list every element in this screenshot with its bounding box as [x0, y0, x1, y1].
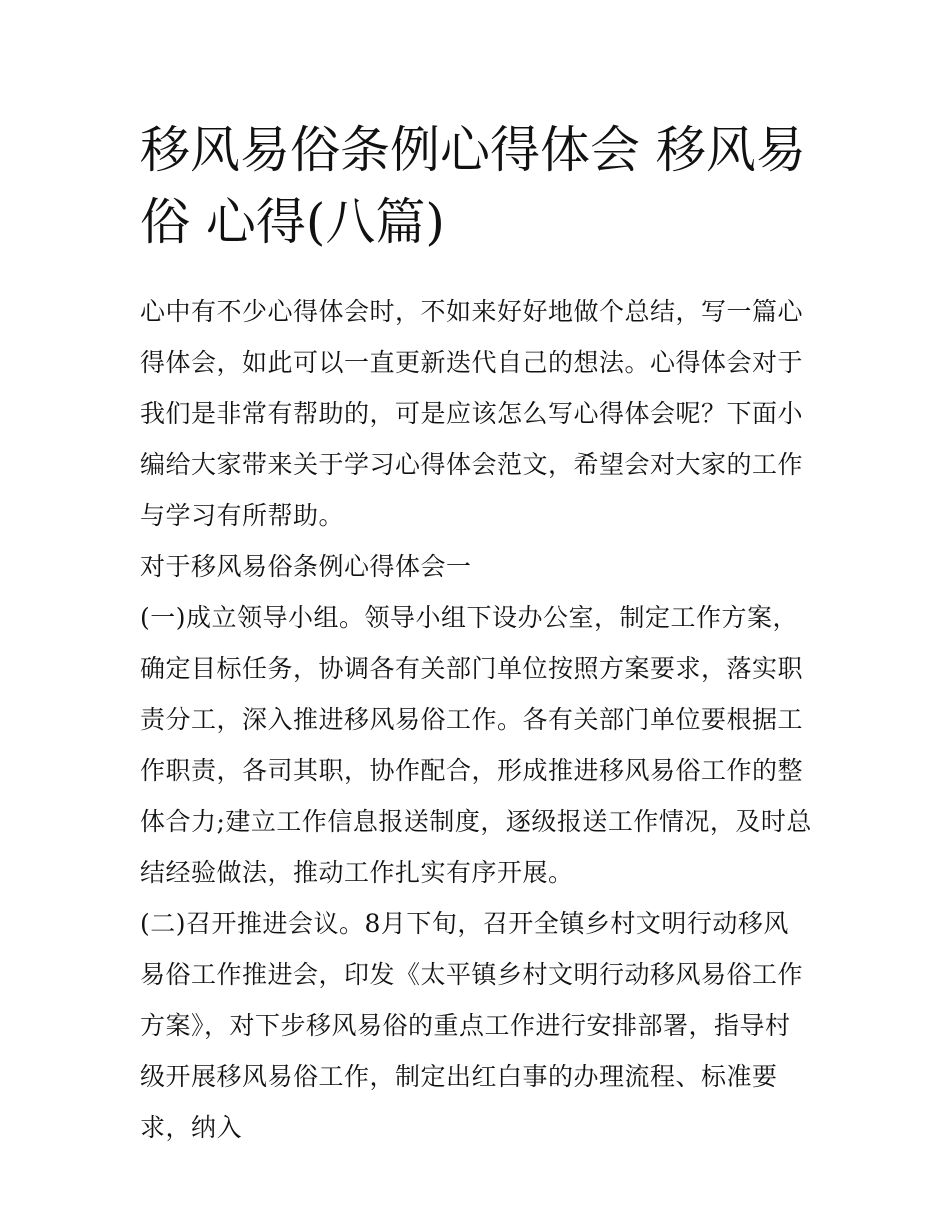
section-heading: 对于移风易俗条例心得体会一 [140, 552, 472, 581]
body-paragraph: (二)召开推进会议。8月下旬，召开全镇乡村文明行动移风易俗工作推进会，印发《太平镇乡村文明行动移风易俗工作方案》，对下步移风易俗的重点工作进行安排部署，指导村级开展移风易俗工作，制定出红白事的办理流程、标准要求，纳入 [140, 909, 804, 1142]
document-title: 移风易俗条例心得体会 移风易俗 心得(八篇) [140, 121, 806, 251]
document-page [140, 114, 812, 1153]
intro-paragraph: 心中有不少心得体会时，不如来好好地做个总结，写一篇心得体会，如此可以一直更新迭代自己的想法。心得体会对于我们是非常有帮助的，可是应该怎么写心得体会呢？下面小编给大家带来关于学习心得体会范文，希望会对大家的工作与学习有所帮助。 [140, 297, 804, 530]
body-paragraph: (一)成立领导小组。领导小组下设办公室，制定工作方案，确定目标任务，协调各有关部门单位按照方案要求，落实职责分工，深入推进移风易俗工作。各有关部门单位要根据工作职责，各司其职，协作配合，形成推进移风易俗工作的整体合力;建立工作信息报送制度，逐级报送工作情况，及时总结经验做法，推动工作扎实有序开展。 [140, 603, 812, 887]
